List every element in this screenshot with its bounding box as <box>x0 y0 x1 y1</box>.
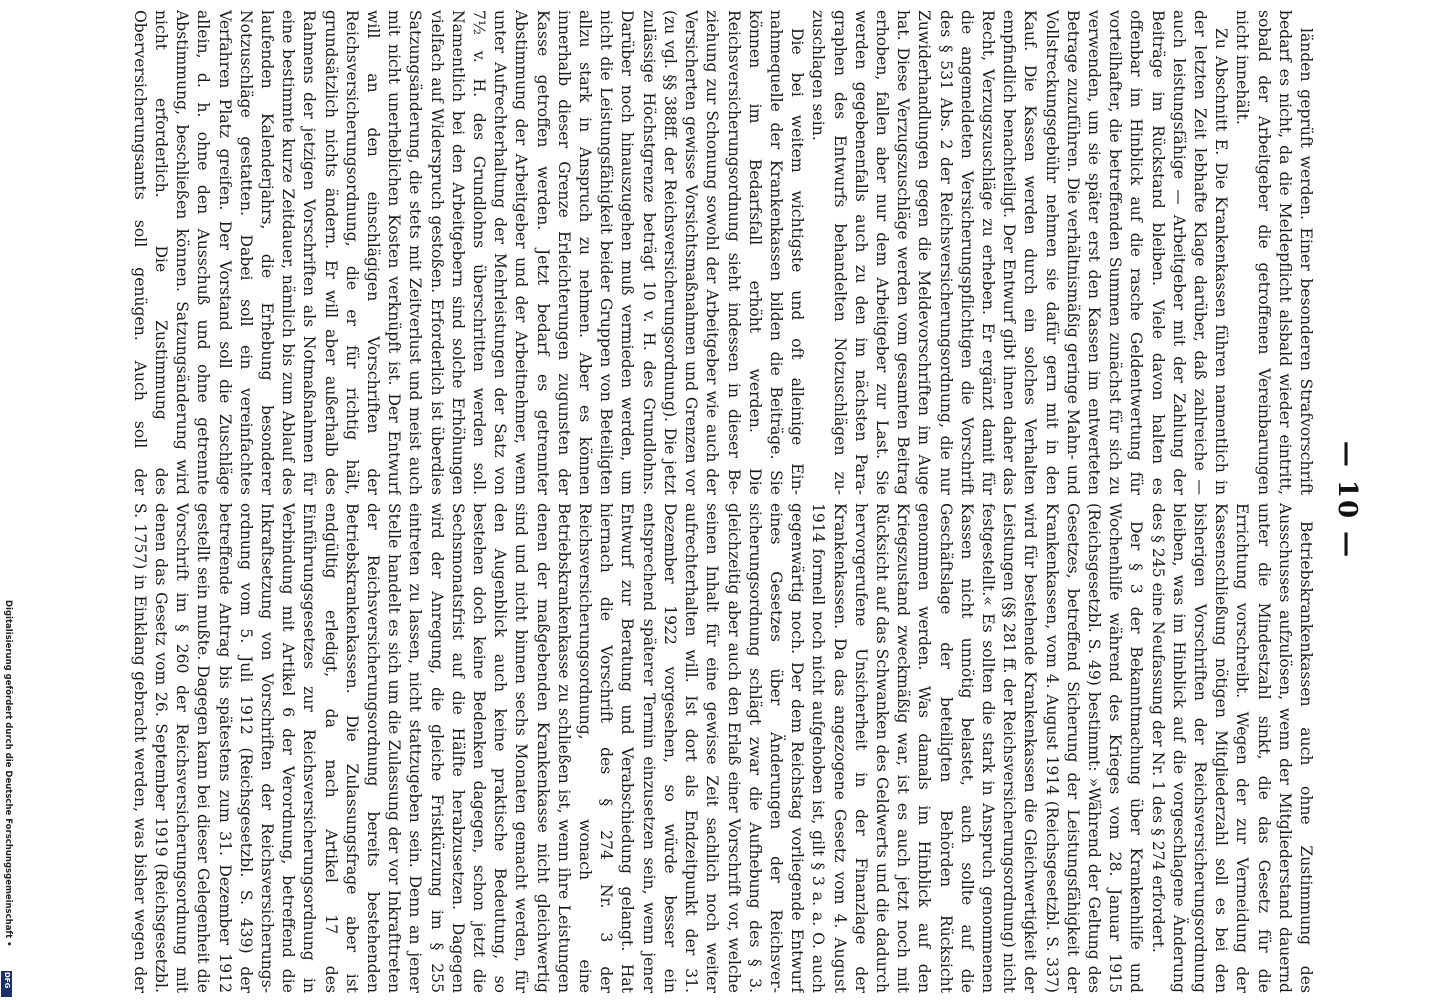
page-number: — 10 — <box>1332 440 1362 560</box>
paragraph: Die bei weitem wichtigste und oft alleinige Einnahmequelle der Krankenkassen bilden die Beiträge. Sie können im Bedarfsfall erhöht werden. Die Reichsversicherungsordnung sieht indessen in dieser Beziehung zur Schonung sowohl der Arbeitgeber wie auch der Versicherten gewisse Vorsichtsmaßnahmen und Grenzen vor (zu vgl. §§ 388ff. der Reichsversicherungsordnung). Die jetzt zulässige Höchstgrenze beträgt 10 v. H. des Grundlohns. Darüber noch hinauszugehen muß vermieden werden, um nicht die Leistungsfähigkeit beider Gruppen von Beteiligten allzu stark in Anspruch zu nehmen. Aber es können innerhalb dieser Grenze Erleichterungen zugunsten der Kasse getroffen werden. Jetzt bedarf es getrennter Abstimmung der Arbeitgeber und der Arbeitnehmer, wenn unter Aufrechterhaltung der Mehrleistungen der Satz von 7½ v. H. des Grundlohns überschritten werden soll. Namentlich bei den Arbeitgebern sind solche Erhöhungen vielfach auf Widerspruch gestoßen. Erforderlich ist überdies Satzungsänderung, die stets mit Zeitverlust und meist auch mit nicht unerheblichen Kosten verknüpft ist. Der Entwurf will an den einschlägigen Vorschriften der Reichsversicherungsordnung, die er für richtig hält, grundsätzlich nichts ändern. Er will aber außerhalb des Rahmens der jetzigen Vorschriften als Notmaßnahmen für eine bestimmte kurze Zeitdauer, nämlich bis zum Ablauf des laufenden Kalenderjahrs, die Erhebung besonderer Notzuschläge gestatten. Dabei soll ein vereinfachtes Verfahren Platz greifen. Der Vorstand soll die Zuschläge allein, d. h. ohne den Ausschuß und ohne getrennte Abstimmung, beschließen können. Satzungsänderung wird nicht erforderlich. Die Zustimmung des Oberversicherungsamts soll genügen. Auch soll der <box>131 10 807 495</box>
dfg-logo <box>1 971 12 997</box>
paragraph: länden geprüft werden. Einer besonderen Strafvorschrift bedarf es nicht, da die Meldepflicht alsbald wieder eintritt, sobald der Arbeitgeber die getroffenen Vereinbarungen nicht innehält. <box>1233 10 1315 495</box>
text-column-right <box>131 503 1316 993</box>
digitization-credit <box>1 600 13 995</box>
dfg-logo-text: DFG <box>3 972 11 989</box>
paragraph: Der § 3 der Bekanntmachung über Krankenhilfe und Wochenhilfe während des Krieges vom 28. Januar 1915 (Reichsgesetzbl. S. 49) bestimmt: »Während der Geltung des Gesetzes, betreffend Sicherung der Leistungsfähigkeit der Krankenkassen, vom 4. August 1914 (Reichsgesetzbl. S. 337) wird für bestehende Krankenkassen die Gleichwertigkeit der Leistungen (§§ 281 ff. der Reichsversicherungsordnung) nicht festgestellt.« Es sollten die stark in Anspruch genommenen Kassen nicht unnötig belastet, auch sollte auf die Geschäftslage der beteiligten Behörden Rücksicht genommen werden. Was damals im Hinblick auf den Kriegszustand zweckmäßig war, ist es auch jetzt noch mit Rücksicht auf das Schwanken des Geldwerts und die dadurch hervorgerufene Unsicherheit in der Finanzlage der Krankenkassen. Da das angezogene Gesetz vom 4. August 1914 formell noch nicht aufgehoben ist, gilt § 3 a. a. O. auch gegenwärtig noch. Der dem Reichstag vorliegende Entwurf eines Gesetzes über Änderungen der Reichsversicherungsordnung schlägt zwar die Aufhebung des § 3. gleichzeitig aber auch den Erlaß einer Vorschrift vor, welche seinen Inhalt für eine gewisse Zeit sachlich noch weiter aufrechterhalten will. Ist dort als Endzeitpunkt der 31. Dezember 1922 vorgesehen, so würde besser ein entsprechend späterer Termin einzusetzen sein, wenn jener Entwurf zur Beratung und Verabschiedung gelangt. Hat hiernach die Vorschrift des § 274 Nr. 3 der Reichsversicherungsordnung, wonach eine Betriebskrankenkasse zu schließen ist, wenn ihre Leistungen denen der maßgebenden Krankenkasse nicht gleichwertig sind und nicht binnen sechs Monaten gemacht werden, für den Augenblick auch keine praktische Bedeutung, so bestehen doch keine Bedenken dagegen, schon jetzt die Sechsmonatsfrist auf die Hälfte herabzusetzen. Dagegen wird der Anregung, die gleiche Fristkürzung im § 255 eintreten zu lassen, nicht stattzugeben sein. Denn an jener Stelle handelt es sich um die Zulassung der vor Inkrafttreten der Reichsversicherungsordnung bereits bestehenden Betriebskrankenkassen. Die Zulassungsfrage aber ist endgültig erledigt, da nach Artikel 17 des Einführungsgesetzes zur Reichsversicherungsordnung in Verbindung mit Artikel 6 der Verordnung, betreffend die Inkraftsetzung von Vorschriften der Reichsversicherungsordnung vom 5. Juli 1912 (Reichsgesetzbl. S. 439) der betreffende Antrag bis spätestens zum 31. Dezember 1912 gestellt sein mußte. Dagegen kann bei dieser Gelegenheit die Vorschrift im § 260 der Reichsversicherungsordnung mit denen das Gesetz vom 26. September 1919 (Reichsgesetzbl. S. 1757) in Einklang gebracht werden, was bisher wegen der <box>131 503 1146 993</box>
paragraph: Zu Abschnitt E. Die Krankenkassen führen namentlich in der letzten Zeit lebhafte Klage darüber, daß zahlreiche — auch leistungsfähige — Arbeitgeber mit der Zahlung der Beiträge im Rückstand bleiben. Viele davon halten es offenbar im Hinblick auf die rasche Geldentwertung für vorteilhafter, die betreffenden Summen zunächst für sich zu verwenden, um sie später erst den Kassen im entwerteten Betrage zuzuführen. Die verhältnismäßig geringe Mahn- und Vollstreckungsgebühr nehmen sie dafür gern mit in den Kauf. Die Kassen werden durch ein solches Verhalten empfindlich benachteiligt. Der Entwurf gibt ihnen daher das Recht, Verzugszuschläge zu erheben. Er ergänzt damit für die angemeldeten Versicherungspflichtigen die Vorschrift des § 531 Abs. 2 der Reichsversicherungsordnung, die nur Zuwiderhandlungen gegen die Meldevorschriften im Auge hat. Diese Verzugszuschläge werden vom gesamten Beitrag erhoben, fallen aber nur dem Arbeitgeber zur Last. Sie werden gegebenenfalls auch zu den im nächsten Paragraphen des Entwurfs behandelten Notzuschlägen zuzuschlagen sein. <box>809 10 1231 495</box>
paragraph: Betriebskrankenkassen auch ohne Zustimmung des Ausschusses aufzulösen, wenn der Mitgliederstand dauernd unter die Mindestzahl sinkt, die das Gesetz für die Errichtung vorschreibt. Wegen der zur Vermeidung der Kassenschließung nötigen Mitgliederzahl soll es bei den bisherigen Vorschriften der Reichsversicherungsordnung bleiben, was im Hinblick auf die vorgeschlagene Änderung des § 245 eine Neufassung der Nr. 1 des § 274 erfordert. <box>1148 503 1315 993</box>
text-column-left <box>131 10 1316 495</box>
credit-text: Digitalisierung gefördert durch die Deutsche Forschungsgemeinschaft • <box>3 600 13 947</box>
